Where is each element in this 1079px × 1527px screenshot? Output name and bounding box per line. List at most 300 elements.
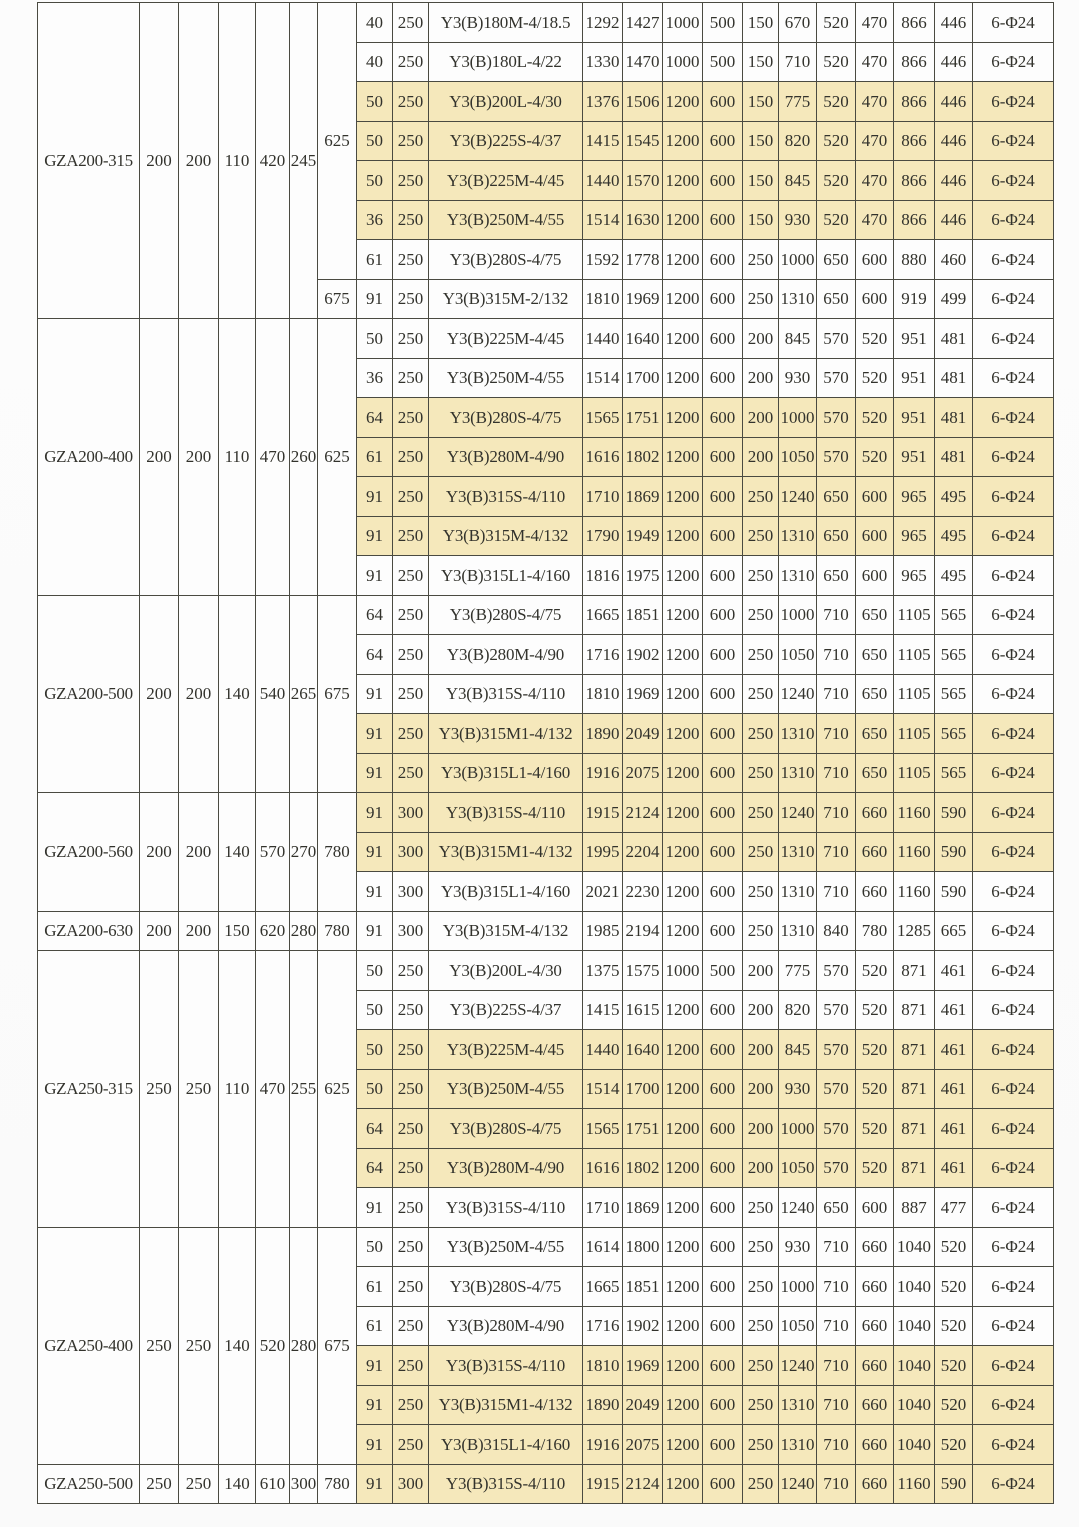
value-cell: 1975 — [623, 556, 663, 596]
value-cell: 1160 — [894, 832, 935, 872]
value-cell: 520 — [856, 1030, 894, 1070]
value-cell: 570 — [817, 1148, 856, 1188]
model-cell: GZA250-315 — [38, 951, 140, 1228]
value-cell: 565 — [935, 714, 973, 754]
value-cell: 50 — [357, 1069, 393, 1109]
value-cell: 2204 — [623, 832, 663, 872]
value-cell: 250 — [743, 1425, 779, 1465]
bolt-spec-cell: 6-Φ24 — [973, 398, 1054, 438]
value-cell: 520 — [817, 161, 856, 201]
value-cell: 660 — [856, 793, 894, 833]
value-cell: 250 — [393, 1188, 429, 1228]
value-cell: 470 — [856, 121, 894, 161]
bolt-spec-cell: 6-Φ24 — [973, 872, 1054, 912]
dim-cell: 280 — [290, 911, 318, 951]
dim-cell: 255 — [290, 951, 318, 1228]
value-cell: 1200 — [663, 1227, 703, 1267]
value-cell: 91 — [357, 674, 393, 714]
bolt-spec-cell: 6-Φ24 — [973, 516, 1054, 556]
dim-cell: 200 — [140, 911, 179, 951]
dim-cell: 250 — [179, 951, 219, 1228]
value-cell: 600 — [703, 872, 743, 912]
value-cell: 570 — [817, 437, 856, 477]
value-cell: 1105 — [894, 635, 935, 675]
bolt-spec-cell: 6-Φ24 — [973, 319, 1054, 359]
value-cell: 1869 — [623, 477, 663, 517]
value-cell: 1000 — [663, 951, 703, 991]
value-cell: 1160 — [894, 1464, 935, 1504]
motor-model-cell: Y3(B)315M-4/132 — [429, 516, 583, 556]
value-cell: 871 — [894, 951, 935, 991]
value-cell: 1000 — [779, 1267, 817, 1307]
value-cell: 461 — [935, 1030, 973, 1070]
dim-cell: 520 — [256, 1227, 290, 1464]
value-cell: 64 — [357, 1148, 393, 1188]
value-cell: 250 — [393, 240, 429, 280]
dim-cell: 250 — [179, 1227, 219, 1464]
value-cell: 520 — [817, 3, 856, 43]
value-cell: 600 — [703, 635, 743, 675]
value-cell: 1050 — [779, 635, 817, 675]
value-cell: 1200 — [663, 872, 703, 912]
value-cell: 500 — [703, 951, 743, 991]
value-cell: 150 — [743, 121, 779, 161]
motor-model-cell: Y3(B)200L-4/30 — [429, 951, 583, 991]
dim-cell: 250 — [179, 1464, 219, 1504]
value-cell: 250 — [393, 1227, 429, 1267]
value-cell: 1040 — [894, 1346, 935, 1386]
value-cell: 1802 — [623, 437, 663, 477]
value-cell: 600 — [703, 121, 743, 161]
mount-dim-cell: 625 — [318, 951, 357, 1228]
value-cell: 1200 — [663, 595, 703, 635]
value-cell: 91 — [357, 477, 393, 517]
value-cell: 866 — [894, 3, 935, 43]
spec-table — [37, 2, 1054, 1504]
value-cell: 871 — [894, 1109, 935, 1149]
dim-cell: 300 — [290, 1464, 318, 1504]
value-cell: 250 — [743, 1346, 779, 1386]
bolt-spec-cell: 6-Φ24 — [973, 990, 1054, 1030]
value-cell: 710 — [817, 595, 856, 635]
value-cell: 1200 — [663, 82, 703, 122]
mount-dim-cell: 780 — [318, 1464, 357, 1504]
value-cell: 1050 — [779, 1306, 817, 1346]
value-cell: 660 — [856, 1227, 894, 1267]
value-cell: 50 — [357, 319, 393, 359]
value-cell: 710 — [817, 1267, 856, 1307]
value-cell: 866 — [894, 42, 935, 82]
motor-model-cell: Y3(B)280M-4/90 — [429, 437, 583, 477]
value-cell: 590 — [935, 793, 973, 833]
value-cell: 600 — [703, 161, 743, 201]
value-cell: 1240 — [779, 793, 817, 833]
motor-model-cell: Y3(B)315L1-4/160 — [429, 753, 583, 793]
dim-cell: 260 — [290, 319, 318, 596]
value-cell: 250 — [743, 240, 779, 280]
value-cell: 2049 — [623, 1385, 663, 1425]
value-cell: 520 — [935, 1425, 973, 1465]
value-cell: 1000 — [779, 398, 817, 438]
table-row — [38, 911, 1054, 951]
value-cell: 250 — [743, 911, 779, 951]
value-cell: 250 — [393, 477, 429, 517]
value-cell: 1616 — [583, 437, 623, 477]
value-cell: 866 — [894, 161, 935, 201]
mount-dim-cell: 780 — [318, 793, 357, 912]
value-cell: 1200 — [663, 279, 703, 319]
value-cell: 300 — [393, 793, 429, 833]
value-cell: 1810 — [583, 279, 623, 319]
value-cell: 1592 — [583, 240, 623, 280]
value-cell: 887 — [894, 1188, 935, 1228]
value-cell: 1751 — [623, 398, 663, 438]
motor-model-cell: Y3(B)280S-4/75 — [429, 1267, 583, 1307]
value-cell: 710 — [817, 674, 856, 714]
value-cell: 1616 — [583, 1148, 623, 1188]
value-cell: 1200 — [663, 1109, 703, 1149]
value-cell: 250 — [743, 1188, 779, 1228]
value-cell: 951 — [894, 358, 935, 398]
value-cell: 1240 — [779, 1188, 817, 1228]
value-cell: 250 — [393, 319, 429, 359]
value-cell: 300 — [393, 911, 429, 951]
value-cell: 250 — [393, 437, 429, 477]
mount-dim-cell: 675 — [318, 595, 357, 793]
value-cell: 710 — [779, 42, 817, 82]
motor-model-cell: Y3(B)225S-4/37 — [429, 990, 583, 1030]
value-cell: 481 — [935, 319, 973, 359]
spec-table-body — [38, 3, 1054, 1504]
value-cell: 200 — [743, 1069, 779, 1109]
value-cell: 710 — [817, 1425, 856, 1465]
value-cell: 1700 — [623, 1069, 663, 1109]
value-cell: 250 — [393, 595, 429, 635]
value-cell: 1890 — [583, 714, 623, 754]
value-cell: 91 — [357, 1425, 393, 1465]
bolt-spec-cell: 6-Φ24 — [973, 556, 1054, 596]
value-cell: 520 — [856, 1069, 894, 1109]
value-cell: 570 — [817, 1030, 856, 1070]
value-cell: 1985 — [583, 911, 623, 951]
value-cell: 200 — [743, 437, 779, 477]
value-cell: 250 — [743, 1306, 779, 1346]
value-cell: 250 — [393, 951, 429, 991]
value-cell: 1000 — [663, 3, 703, 43]
value-cell: 250 — [393, 121, 429, 161]
value-cell: 446 — [935, 82, 973, 122]
value-cell: 1995 — [583, 832, 623, 872]
value-cell: 1200 — [663, 635, 703, 675]
value-cell: 600 — [856, 1188, 894, 1228]
value-cell: 1415 — [583, 990, 623, 1030]
value-cell: 64 — [357, 398, 393, 438]
value-cell: 1915 — [583, 1464, 623, 1504]
value-cell: 250 — [743, 556, 779, 596]
value-cell: 590 — [935, 1464, 973, 1504]
value-cell: 1200 — [663, 1188, 703, 1228]
motor-model-cell: Y3(B)280M-4/90 — [429, 1306, 583, 1346]
value-cell: 200 — [743, 398, 779, 438]
motor-model-cell: Y3(B)225M-4/45 — [429, 161, 583, 201]
value-cell: 710 — [817, 793, 856, 833]
value-cell: 91 — [357, 753, 393, 793]
value-cell: 250 — [393, 398, 429, 438]
value-cell: 570 — [817, 398, 856, 438]
value-cell: 570 — [817, 990, 856, 1030]
value-cell: 520 — [856, 437, 894, 477]
dim-cell: 420 — [256, 3, 290, 319]
motor-model-cell: Y3(B)225S-4/37 — [429, 121, 583, 161]
value-cell: 250 — [743, 1267, 779, 1307]
value-cell: 600 — [703, 1109, 743, 1149]
value-cell: 50 — [357, 1030, 393, 1070]
value-cell: 150 — [743, 3, 779, 43]
value-cell: 880 — [894, 240, 935, 280]
value-cell: 600 — [703, 1188, 743, 1228]
value-cell: 866 — [894, 121, 935, 161]
value-cell: 710 — [817, 872, 856, 912]
value-cell: 1969 — [623, 674, 663, 714]
table-row — [38, 951, 1054, 991]
value-cell: 1375 — [583, 951, 623, 991]
value-cell: 1000 — [779, 1109, 817, 1149]
value-cell: 461 — [935, 990, 973, 1030]
value-cell: 930 — [779, 200, 817, 240]
value-cell: 1851 — [623, 1267, 663, 1307]
value-cell: 670 — [779, 3, 817, 43]
dim-cell: 200 — [140, 595, 179, 793]
bolt-spec-cell: 6-Φ24 — [973, 1306, 1054, 1346]
value-cell: 495 — [935, 556, 973, 596]
value-cell: 710 — [817, 753, 856, 793]
motor-model-cell: Y3(B)315M-4/132 — [429, 911, 583, 951]
motor-model-cell: Y3(B)250M-4/55 — [429, 1227, 583, 1267]
bolt-spec-cell: 6-Φ24 — [973, 753, 1054, 793]
value-cell: 1310 — [779, 1425, 817, 1465]
motor-model-cell: Y3(B)315S-4/110 — [429, 674, 583, 714]
value-cell: 1050 — [779, 1148, 817, 1188]
dim-cell: 110 — [219, 319, 256, 596]
table-row — [38, 793, 1054, 833]
value-cell: 1200 — [663, 161, 703, 201]
value-cell: 660 — [856, 832, 894, 872]
dim-cell: 620 — [256, 911, 290, 951]
value-cell: 520 — [935, 1346, 973, 1386]
value-cell: 200 — [743, 1030, 779, 1070]
value-cell: 650 — [817, 516, 856, 556]
value-cell: 1902 — [623, 1306, 663, 1346]
value-cell: 499 — [935, 279, 973, 319]
value-cell: 1310 — [779, 872, 817, 912]
value-cell: 200 — [743, 951, 779, 991]
dim-cell: 150 — [219, 911, 256, 951]
mount-dim-cell: 675 — [318, 279, 357, 319]
value-cell: 250 — [393, 358, 429, 398]
value-cell: 1200 — [663, 990, 703, 1030]
value-cell: 1665 — [583, 595, 623, 635]
motor-model-cell: Y3(B)280S-4/75 — [429, 240, 583, 280]
bolt-spec-cell: 6-Φ24 — [973, 674, 1054, 714]
value-cell: 470 — [856, 161, 894, 201]
value-cell: 50 — [357, 82, 393, 122]
value-cell: 600 — [703, 714, 743, 754]
dim-cell: 200 — [179, 595, 219, 793]
bolt-spec-cell: 6-Φ24 — [973, 1267, 1054, 1307]
value-cell: 200 — [743, 319, 779, 359]
bolt-spec-cell: 6-Φ24 — [973, 911, 1054, 951]
value-cell: 650 — [817, 477, 856, 517]
value-cell: 660 — [856, 872, 894, 912]
value-cell: 1000 — [779, 595, 817, 635]
value-cell: 650 — [856, 714, 894, 754]
value-cell: 660 — [856, 1464, 894, 1504]
bolt-spec-cell: 6-Φ24 — [973, 1030, 1054, 1070]
value-cell: 1802 — [623, 1148, 663, 1188]
value-cell: 1310 — [779, 911, 817, 951]
value-cell: 600 — [703, 595, 743, 635]
value-cell: 660 — [856, 1425, 894, 1465]
bolt-spec-cell: 6-Φ24 — [973, 3, 1054, 43]
value-cell: 64 — [357, 595, 393, 635]
value-cell: 1778 — [623, 240, 663, 280]
value-cell: 1640 — [623, 1030, 663, 1070]
value-cell: 820 — [779, 121, 817, 161]
value-cell: 500 — [703, 42, 743, 82]
motor-model-cell: Y3(B)315M1-4/132 — [429, 714, 583, 754]
value-cell: 1310 — [779, 714, 817, 754]
value-cell: 150 — [743, 82, 779, 122]
dim-cell: 610 — [256, 1464, 290, 1504]
value-cell: 1310 — [779, 753, 817, 793]
mount-dim-cell: 625 — [318, 3, 357, 280]
value-cell: 1427 — [623, 3, 663, 43]
value-cell: 1200 — [663, 319, 703, 359]
value-cell: 1000 — [663, 42, 703, 82]
value-cell: 1902 — [623, 635, 663, 675]
value-cell: 600 — [703, 911, 743, 951]
motor-model-cell: Y3(B)280S-4/75 — [429, 1109, 583, 1149]
value-cell: 61 — [357, 1306, 393, 1346]
value-cell: 600 — [703, 358, 743, 398]
value-cell: 1200 — [663, 753, 703, 793]
motor-model-cell: Y3(B)180M-4/18.5 — [429, 3, 583, 43]
value-cell: 520 — [856, 398, 894, 438]
value-cell: 91 — [357, 556, 393, 596]
value-cell: 250 — [743, 753, 779, 793]
bolt-spec-cell: 6-Φ24 — [973, 437, 1054, 477]
table-row — [38, 595, 1054, 635]
dim-cell: 470 — [256, 319, 290, 596]
value-cell: 2124 — [623, 1464, 663, 1504]
value-cell: 951 — [894, 437, 935, 477]
value-cell: 150 — [743, 42, 779, 82]
table-row — [38, 1464, 1054, 1504]
value-cell: 570 — [817, 1109, 856, 1149]
value-cell: 520 — [856, 990, 894, 1030]
value-cell: 36 — [357, 200, 393, 240]
value-cell: 1200 — [663, 714, 703, 754]
bolt-spec-cell: 6-Φ24 — [973, 240, 1054, 280]
value-cell: 1751 — [623, 1109, 663, 1149]
value-cell: 1310 — [779, 279, 817, 319]
value-cell: 520 — [817, 200, 856, 240]
bolt-spec-cell: 6-Φ24 — [973, 793, 1054, 833]
value-cell: 50 — [357, 161, 393, 201]
value-cell: 250 — [393, 635, 429, 675]
value-cell: 845 — [779, 1030, 817, 1070]
dim-cell: 200 — [179, 911, 219, 951]
value-cell: 1800 — [623, 1227, 663, 1267]
value-cell: 91 — [357, 1188, 393, 1228]
value-cell: 50 — [357, 990, 393, 1030]
value-cell: 565 — [935, 753, 973, 793]
value-cell: 600 — [703, 753, 743, 793]
value-cell: 845 — [779, 161, 817, 201]
value-cell: 250 — [393, 1030, 429, 1070]
value-cell: 1514 — [583, 200, 623, 240]
value-cell: 64 — [357, 635, 393, 675]
motor-model-cell: Y3(B)315S-4/110 — [429, 1188, 583, 1228]
value-cell: 520 — [817, 82, 856, 122]
value-cell: 965 — [894, 516, 935, 556]
bolt-spec-cell: 6-Φ24 — [973, 1109, 1054, 1149]
value-cell: 1614 — [583, 1227, 623, 1267]
motor-model-cell: Y3(B)250M-4/55 — [429, 358, 583, 398]
value-cell: 520 — [856, 1148, 894, 1188]
value-cell: 1710 — [583, 1188, 623, 1228]
bolt-spec-cell: 6-Φ24 — [973, 595, 1054, 635]
value-cell: 520 — [817, 121, 856, 161]
motor-model-cell: Y3(B)315M1-4/132 — [429, 832, 583, 872]
value-cell: 1040 — [894, 1385, 935, 1425]
value-cell: 200 — [743, 990, 779, 1030]
dim-cell: 200 — [140, 793, 179, 912]
motor-model-cell: Y3(B)315L1-4/160 — [429, 556, 583, 596]
value-cell: 710 — [817, 714, 856, 754]
value-cell: 250 — [393, 556, 429, 596]
dim-cell: 270 — [290, 793, 318, 912]
value-cell: 1240 — [779, 1464, 817, 1504]
mount-dim-cell: 780 — [318, 911, 357, 951]
bolt-spec-cell: 6-Φ24 — [973, 279, 1054, 319]
value-cell: 1200 — [663, 1306, 703, 1346]
value-cell: 250 — [393, 279, 429, 319]
value-cell: 1240 — [779, 477, 817, 517]
value-cell: 520 — [935, 1267, 973, 1307]
motor-model-cell: Y3(B)200L-4/30 — [429, 82, 583, 122]
value-cell: 1200 — [663, 200, 703, 240]
value-cell: 470 — [856, 200, 894, 240]
value-cell: 250 — [743, 516, 779, 556]
value-cell: 600 — [703, 516, 743, 556]
bolt-spec-cell: 6-Φ24 — [973, 82, 1054, 122]
value-cell: 1200 — [663, 1425, 703, 1465]
value-cell: 1810 — [583, 674, 623, 714]
value-cell: 250 — [393, 42, 429, 82]
value-cell: 866 — [894, 200, 935, 240]
value-cell: 710 — [817, 832, 856, 872]
motor-model-cell: Y3(B)315M-2/132 — [429, 279, 583, 319]
bolt-spec-cell: 6-Φ24 — [973, 477, 1054, 517]
dim-cell: 245 — [290, 3, 318, 319]
value-cell: 50 — [357, 951, 393, 991]
motor-model-cell: Y3(B)315L1-4/160 — [429, 1425, 583, 1465]
value-cell: 1310 — [779, 516, 817, 556]
value-cell: 1969 — [623, 1346, 663, 1386]
value-cell: 565 — [935, 635, 973, 675]
value-cell: 300 — [393, 1464, 429, 1504]
